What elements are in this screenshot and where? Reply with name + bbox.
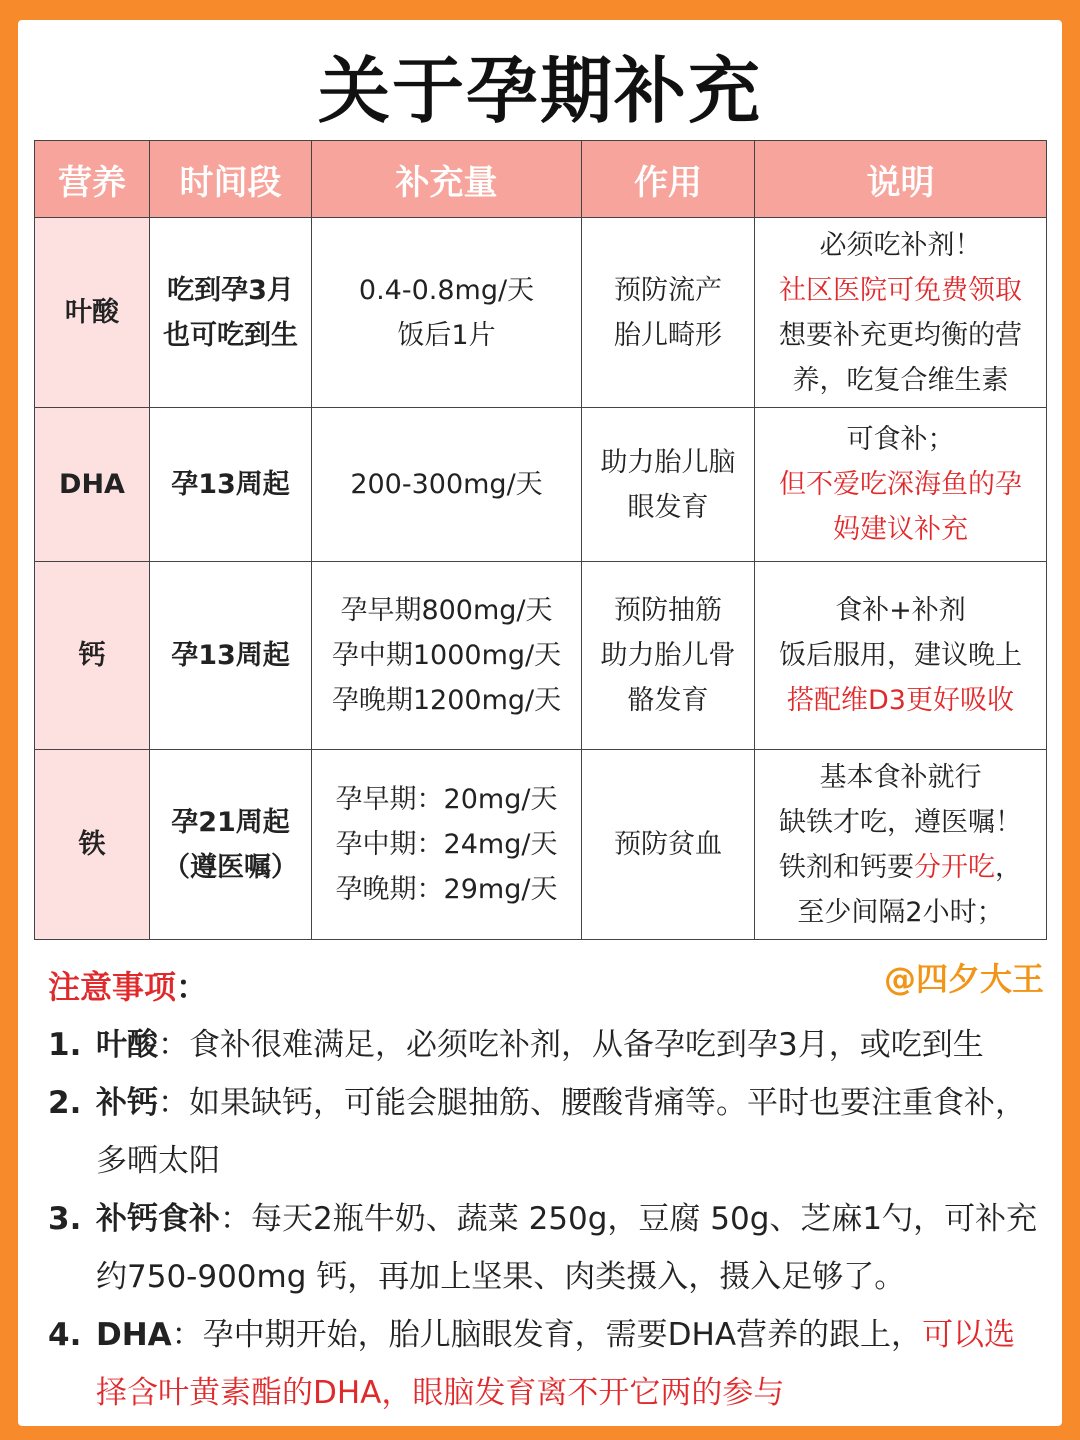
list-item: 2. 补钙：如果缺钙，可能会腿抽筋、腰酸背痛等。平时也要注重食补，多晒太阳 xyxy=(48,1085,1026,1179)
cell-amount: 200-300mg/天 xyxy=(312,408,582,562)
cell-nutrient: 铁 xyxy=(35,750,150,940)
cell-amount: 孕早期800mg/天 孕中期1000mg/天 孕晚期1200mg/天 xyxy=(312,562,582,750)
list-item: 3. 补钙食补：每天2瓶牛奶、蔬菜 250g，豆腐 50g、芝麻1勺，可补充约750-900mg 钙，再加上坚果、肉类摄入，摄入足够了。 xyxy=(48,1201,1038,1295)
cell-period: 孕21周起 （遵医嘱） xyxy=(150,750,312,940)
cell-nutrient: DHA xyxy=(35,408,150,562)
author-credit: @四夕大王 xyxy=(883,960,1044,998)
header-note: 说明 xyxy=(755,141,1047,218)
poster-card xyxy=(18,20,1062,1426)
header-effect: 作用 xyxy=(582,141,755,218)
notes-list xyxy=(48,1016,1038,1422)
cell-note: 可食补； 但不爱吃深海鱼的孕 妈建议补充 xyxy=(755,408,1047,562)
cell-nutrient: 叶酸 xyxy=(35,218,150,408)
table-header-row xyxy=(35,141,1047,218)
cell-note: 基本食补就行 缺铁才吃，遵医嘱！ 铁剂和钙要分开吃， 至少间隔2小时； xyxy=(755,750,1047,940)
list-item: 1. 叶酸：食补很难满足，必须吃补剂，从备孕吃到孕3月，或吃到生 xyxy=(48,1027,984,1063)
cell-effect: 助力胎儿脑 眼发育 xyxy=(582,408,755,562)
table-row xyxy=(35,218,1047,408)
cell-nutrient: 钙 xyxy=(35,562,150,750)
cell-amount: 孕早期：20mg/天 孕中期：24mg/天 孕晚期：29mg/天 xyxy=(312,750,582,940)
notes-heading: 注意事项： xyxy=(48,968,209,1006)
cell-effect: 预防流产 胎儿畸形 xyxy=(582,218,755,408)
header-amount: 补充量 xyxy=(312,141,582,218)
supplement-table xyxy=(34,140,1047,940)
cell-note: 食补+补剂 饭后服用，建议晚上 搭配维D3更好吸收 xyxy=(755,562,1047,750)
page-title: 关于孕期补充 xyxy=(317,49,762,133)
table-row xyxy=(35,750,1047,940)
list-item: 4. DHA：孕中期开始，胎儿脑眼发育，需要DHA营养的跟上，可以选择含叶黄素酯的DHA，眼脑发育离不开它两的参与 xyxy=(48,1317,1016,1411)
header-nutrient: 营养 xyxy=(35,141,150,218)
cell-effect: 预防抽筋 助力胎儿骨 骼发育 xyxy=(582,562,755,750)
header-period: 时间段 xyxy=(150,141,312,218)
table-row xyxy=(35,562,1047,750)
cell-period: 孕13周起 xyxy=(150,408,312,562)
cell-effect: 预防贫血 xyxy=(582,750,755,940)
cell-period: 孕13周起 xyxy=(150,562,312,750)
cell-note: 必须吃补剂！ 社区医院可免费领取 想要补充更均衡的营 养，吃复合维生素 xyxy=(755,218,1047,408)
cell-period: 吃到孕3月 也可吃到生 xyxy=(150,218,312,408)
table-row xyxy=(35,408,1047,562)
cell-amount: 0.4-0.8mg/天 饭后1片 xyxy=(312,218,582,408)
